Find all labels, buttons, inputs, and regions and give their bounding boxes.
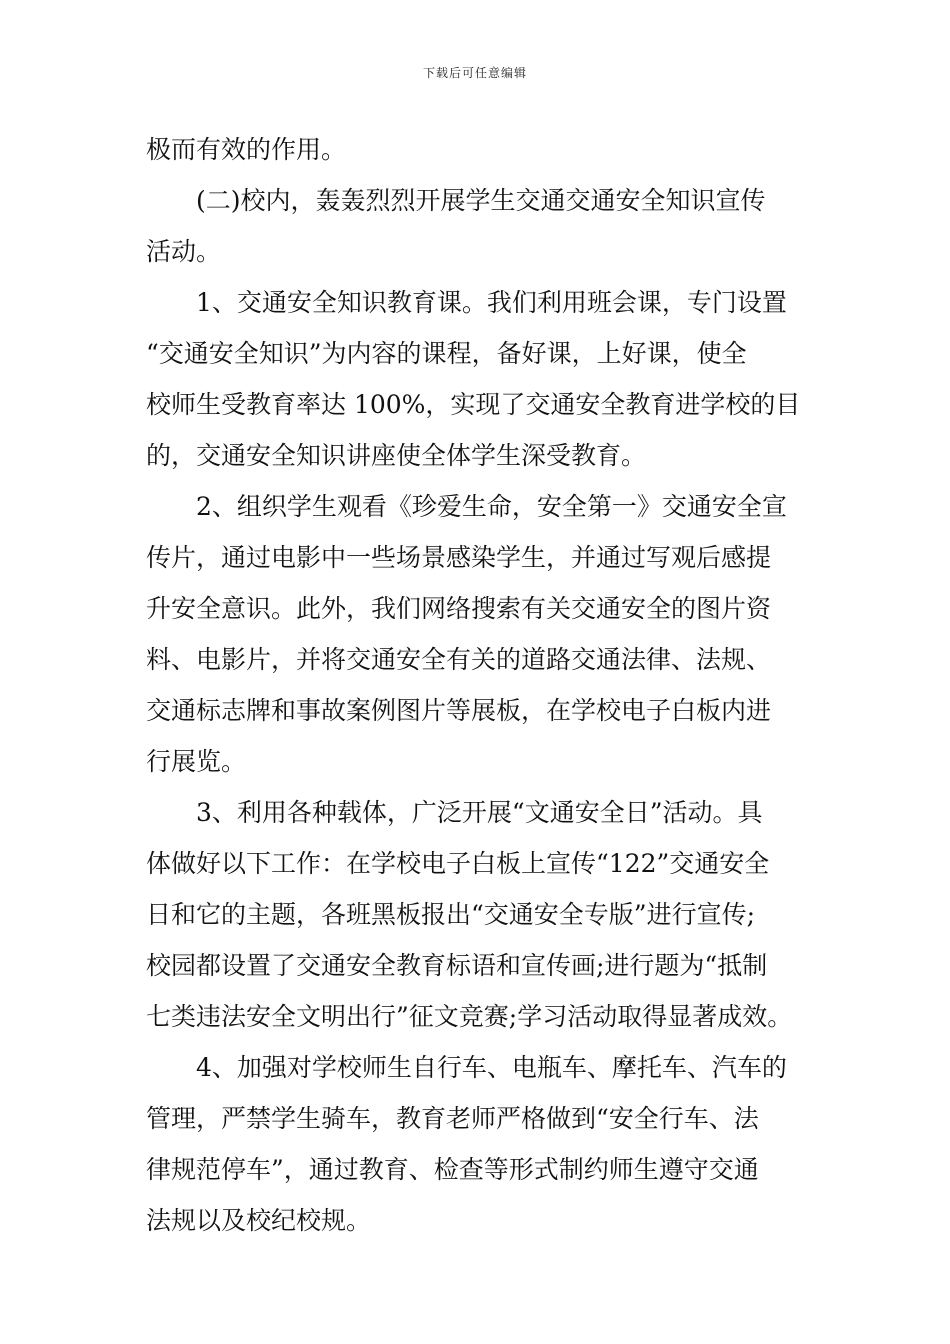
header-note: 下载后可任意编辑 [422, 66, 527, 80]
text-line: 校师生受教育率达 100%，实现了交通安全教育进学校的目 [146, 390, 801, 419]
text-line: 校园都设置了交通安全教育标语和宣传画;进行题为“抵制 [146, 951, 768, 980]
text-line: 日和它的主题，各班黑板报出“交通安全专版”进行宣传; [146, 900, 755, 929]
paragraph-intro-tail [146, 124, 808, 175]
text-line: “交通安全知识”为内容的课程，备好课，上好课，使全 [146, 339, 747, 368]
text-line: 七类违法安全文明出行”征文竞赛;学习活动取得显著成效。 [146, 1002, 793, 1031]
document-body [146, 124, 808, 1246]
text-line: 管理，严禁学生骑车，教育老师严格做到“安全行车、法 [146, 1104, 759, 1133]
text-line: 4、加强对学校师生自行车、电瓶车、摩托车、汽车的 [196, 1053, 787, 1082]
paragraph-item-2 [146, 481, 808, 787]
text-line: 活动。 [146, 237, 222, 266]
paragraph-section-two [146, 175, 808, 277]
text-line: (二)校内，轰轰烈烈开展学生交通交通安全知识宣传 [196, 186, 766, 215]
text-line: 料、电影片，并将交通安全有关的道路交通法律、法规、 [146, 645, 772, 674]
text-line: 的，交通安全知识讲座使全体学生深受教育。 [146, 441, 647, 470]
paragraph-item-3 [146, 787, 808, 1042]
text-line: 2、组织学生观看《珍爱生命，安全第一》交通安全宣 [196, 492, 787, 521]
paragraph-item-4 [146, 1042, 808, 1246]
text-line: 1、交通安全知识教育课。我们利用班会课，专门设置 [196, 288, 787, 317]
text-line: 升安全意识。此外，我们网络搜索有关交通安全的图片资 [146, 594, 772, 623]
text-line: 体做好以下工作：在学校电子白板上宣传“122”交通安全 [146, 849, 770, 878]
paragraph-item-1 [146, 277, 808, 481]
text-line: 交通标志牌和事故案例图片等展板，在学校电子白板内进 [146, 696, 772, 725]
text-line: 律规范停车”，通过教育、检查等形式制约师生遵守交通 [146, 1155, 759, 1184]
text-line: 行展览。 [146, 747, 247, 776]
text-line: 3、利用各种载体，广泛开展“文通安全日”活动。具 [196, 798, 763, 827]
text-line: 法规以及校纪校规。 [146, 1206, 372, 1235]
text-line: 传片，通过电影中一些场景感染学生，并通过写观后感提 [146, 543, 772, 572]
text-line: 极而有效的作用。 [146, 135, 347, 164]
